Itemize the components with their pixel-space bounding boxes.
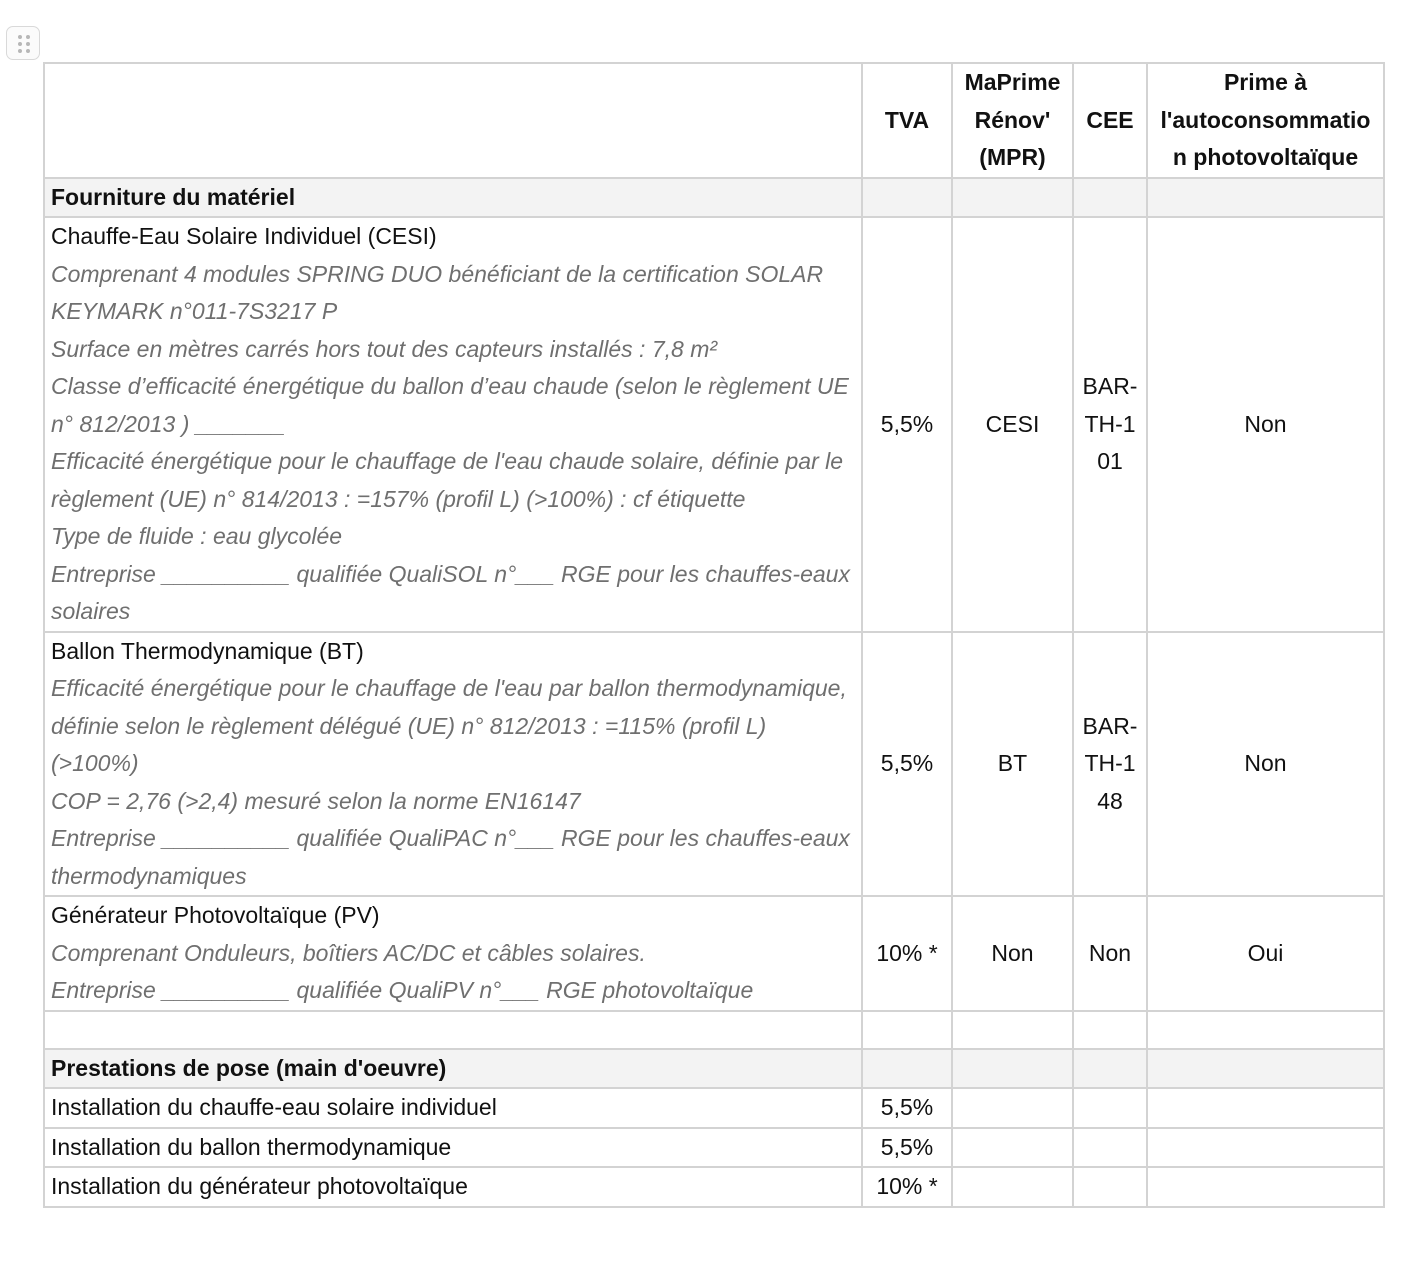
header-mpr-line-2: Rénov'	[974, 106, 1051, 133]
empty-row	[44, 1011, 1384, 1049]
pv-title: Générateur Photovoltaïque (PV)	[51, 902, 380, 928]
cesi-title: Chauffe-Eau Solaire Individuel (CESI)	[51, 223, 437, 249]
header-description	[44, 63, 862, 178]
table-row-cesi	[44, 217, 1384, 632]
pv-prime: Oui	[1147, 896, 1384, 1011]
bt-prime: Non	[1147, 632, 1384, 897]
section-row-materiel	[44, 178, 1384, 218]
header-mpr-line-1: MaPrime	[964, 69, 1061, 95]
pv-tva: 10% *	[862, 896, 952, 1011]
header-tva: TVA	[862, 63, 952, 178]
cesi-note-fluide: Type de fluide : eau glycolée	[51, 523, 343, 549]
pose-pv-label: Installation du générateur photovoltaïque	[44, 1167, 862, 1207]
cesi-note-entreprise: Entreprise __________ qualifiée QualiSOL n°___ RGE pour les chauffes-eaux solaires	[51, 560, 850, 624]
header-prime-line-2: l'autoconsommatio	[1160, 106, 1371, 133]
section-title-pose: Prestations de pose (main d'oeuvre)	[44, 1049, 862, 1089]
cesi-note-modules: Comprenant 4 modules SPRING DUO bénéficiant de la certification SOLAR KEYMARK n°011-7S3217 P	[51, 260, 824, 324]
bt-description-cell	[44, 632, 862, 897]
bt-cee: BAR-TH-148	[1073, 632, 1147, 897]
pv-note-entreprise: Entreprise __________ qualifiée QualiPV n°___ RGE photovoltaïque	[51, 977, 754, 1003]
grip-dots-icon	[18, 35, 30, 53]
pose-bt-tva: 5,5%	[862, 1128, 952, 1168]
header-prime	[1147, 63, 1384, 178]
table-row-pv	[44, 896, 1384, 1011]
pv-mpr: Non	[952, 896, 1073, 1011]
table-row-bt	[44, 632, 1384, 897]
bt-mpr: BT	[952, 632, 1073, 897]
bt-note-efficacite: Efficacité énergétique pour le chauffage de l'eau par ballon thermodynamique, définie selon le règlement délégué (UE) n° 812/2013 : =115% (profil L) (>100%)	[51, 675, 847, 776]
cesi-cee: BAR-TH-101	[1073, 217, 1147, 632]
pv-cee: Non	[1073, 896, 1147, 1011]
pose-cesi-tva: 5,5%	[862, 1088, 952, 1128]
cesi-note-surface: Surface en mètres carrés hors tout des capteurs installés : 7,8 m²	[51, 335, 718, 362]
table-row-pose-cesi	[44, 1088, 1384, 1128]
bt-title: Ballon Thermodynamique (BT)	[51, 637, 364, 664]
bt-tva: 5,5%	[862, 632, 952, 897]
bt-note-cop: COP = 2,76 (>2,4) mesuré selon la norme EN16147	[51, 787, 581, 814]
pv-description-cell	[44, 896, 862, 1011]
drag-handle-icon[interactable]	[6, 26, 40, 60]
pv-note-composants: Comprenant Onduleurs, boîtiers AC/DC et câbles solaires.	[51, 939, 646, 966]
header-cee: CEE	[1073, 63, 1147, 178]
cesi-mpr: CESI	[952, 217, 1073, 632]
pose-bt-label: Installation du ballon thermodynamique	[44, 1128, 862, 1168]
table-row-pose-pv	[44, 1167, 1384, 1207]
table-row-pose-bt	[44, 1128, 1384, 1168]
header-prime-line-3: n photovoltaïque	[1172, 144, 1359, 170]
cesi-prime: Non	[1147, 217, 1384, 632]
cesi-tva: 5,5%	[862, 217, 952, 632]
pose-cesi-label: Installation du chauffe-eau solaire individuel	[44, 1088, 862, 1128]
pose-pv-tva: 10% *	[862, 1167, 952, 1207]
cesi-note-efficacite: Efficacité énergétique pour le chauffage de l'eau chaude solaire, définie par le règlement (UE) n° 814/2013 : =157% (profil L) (>100%) : cf étiquette	[51, 448, 844, 512]
header-prime-line-1: Prime à	[1223, 69, 1308, 95]
cesi-description-cell	[44, 217, 862, 632]
table-header-row	[44, 63, 1384, 178]
header-mpr-line-3: (MPR)	[979, 144, 1046, 170]
section-title-materiel: Fourniture du matériel	[44, 178, 862, 218]
section-row-pose	[44, 1049, 1384, 1089]
aid-eligibility-table	[43, 62, 1385, 1208]
bt-note-entreprise: Entreprise __________ qualifiée QualiPAC n°___ RGE pour les chauffes-eaux thermodynamiques	[51, 825, 850, 889]
cesi-note-classe: Classe d’efficacité énergétique du ballon d’eau chaude (selon le règlement UE n° 812/2013 ) _______	[51, 373, 849, 437]
header-mpr	[952, 63, 1073, 178]
